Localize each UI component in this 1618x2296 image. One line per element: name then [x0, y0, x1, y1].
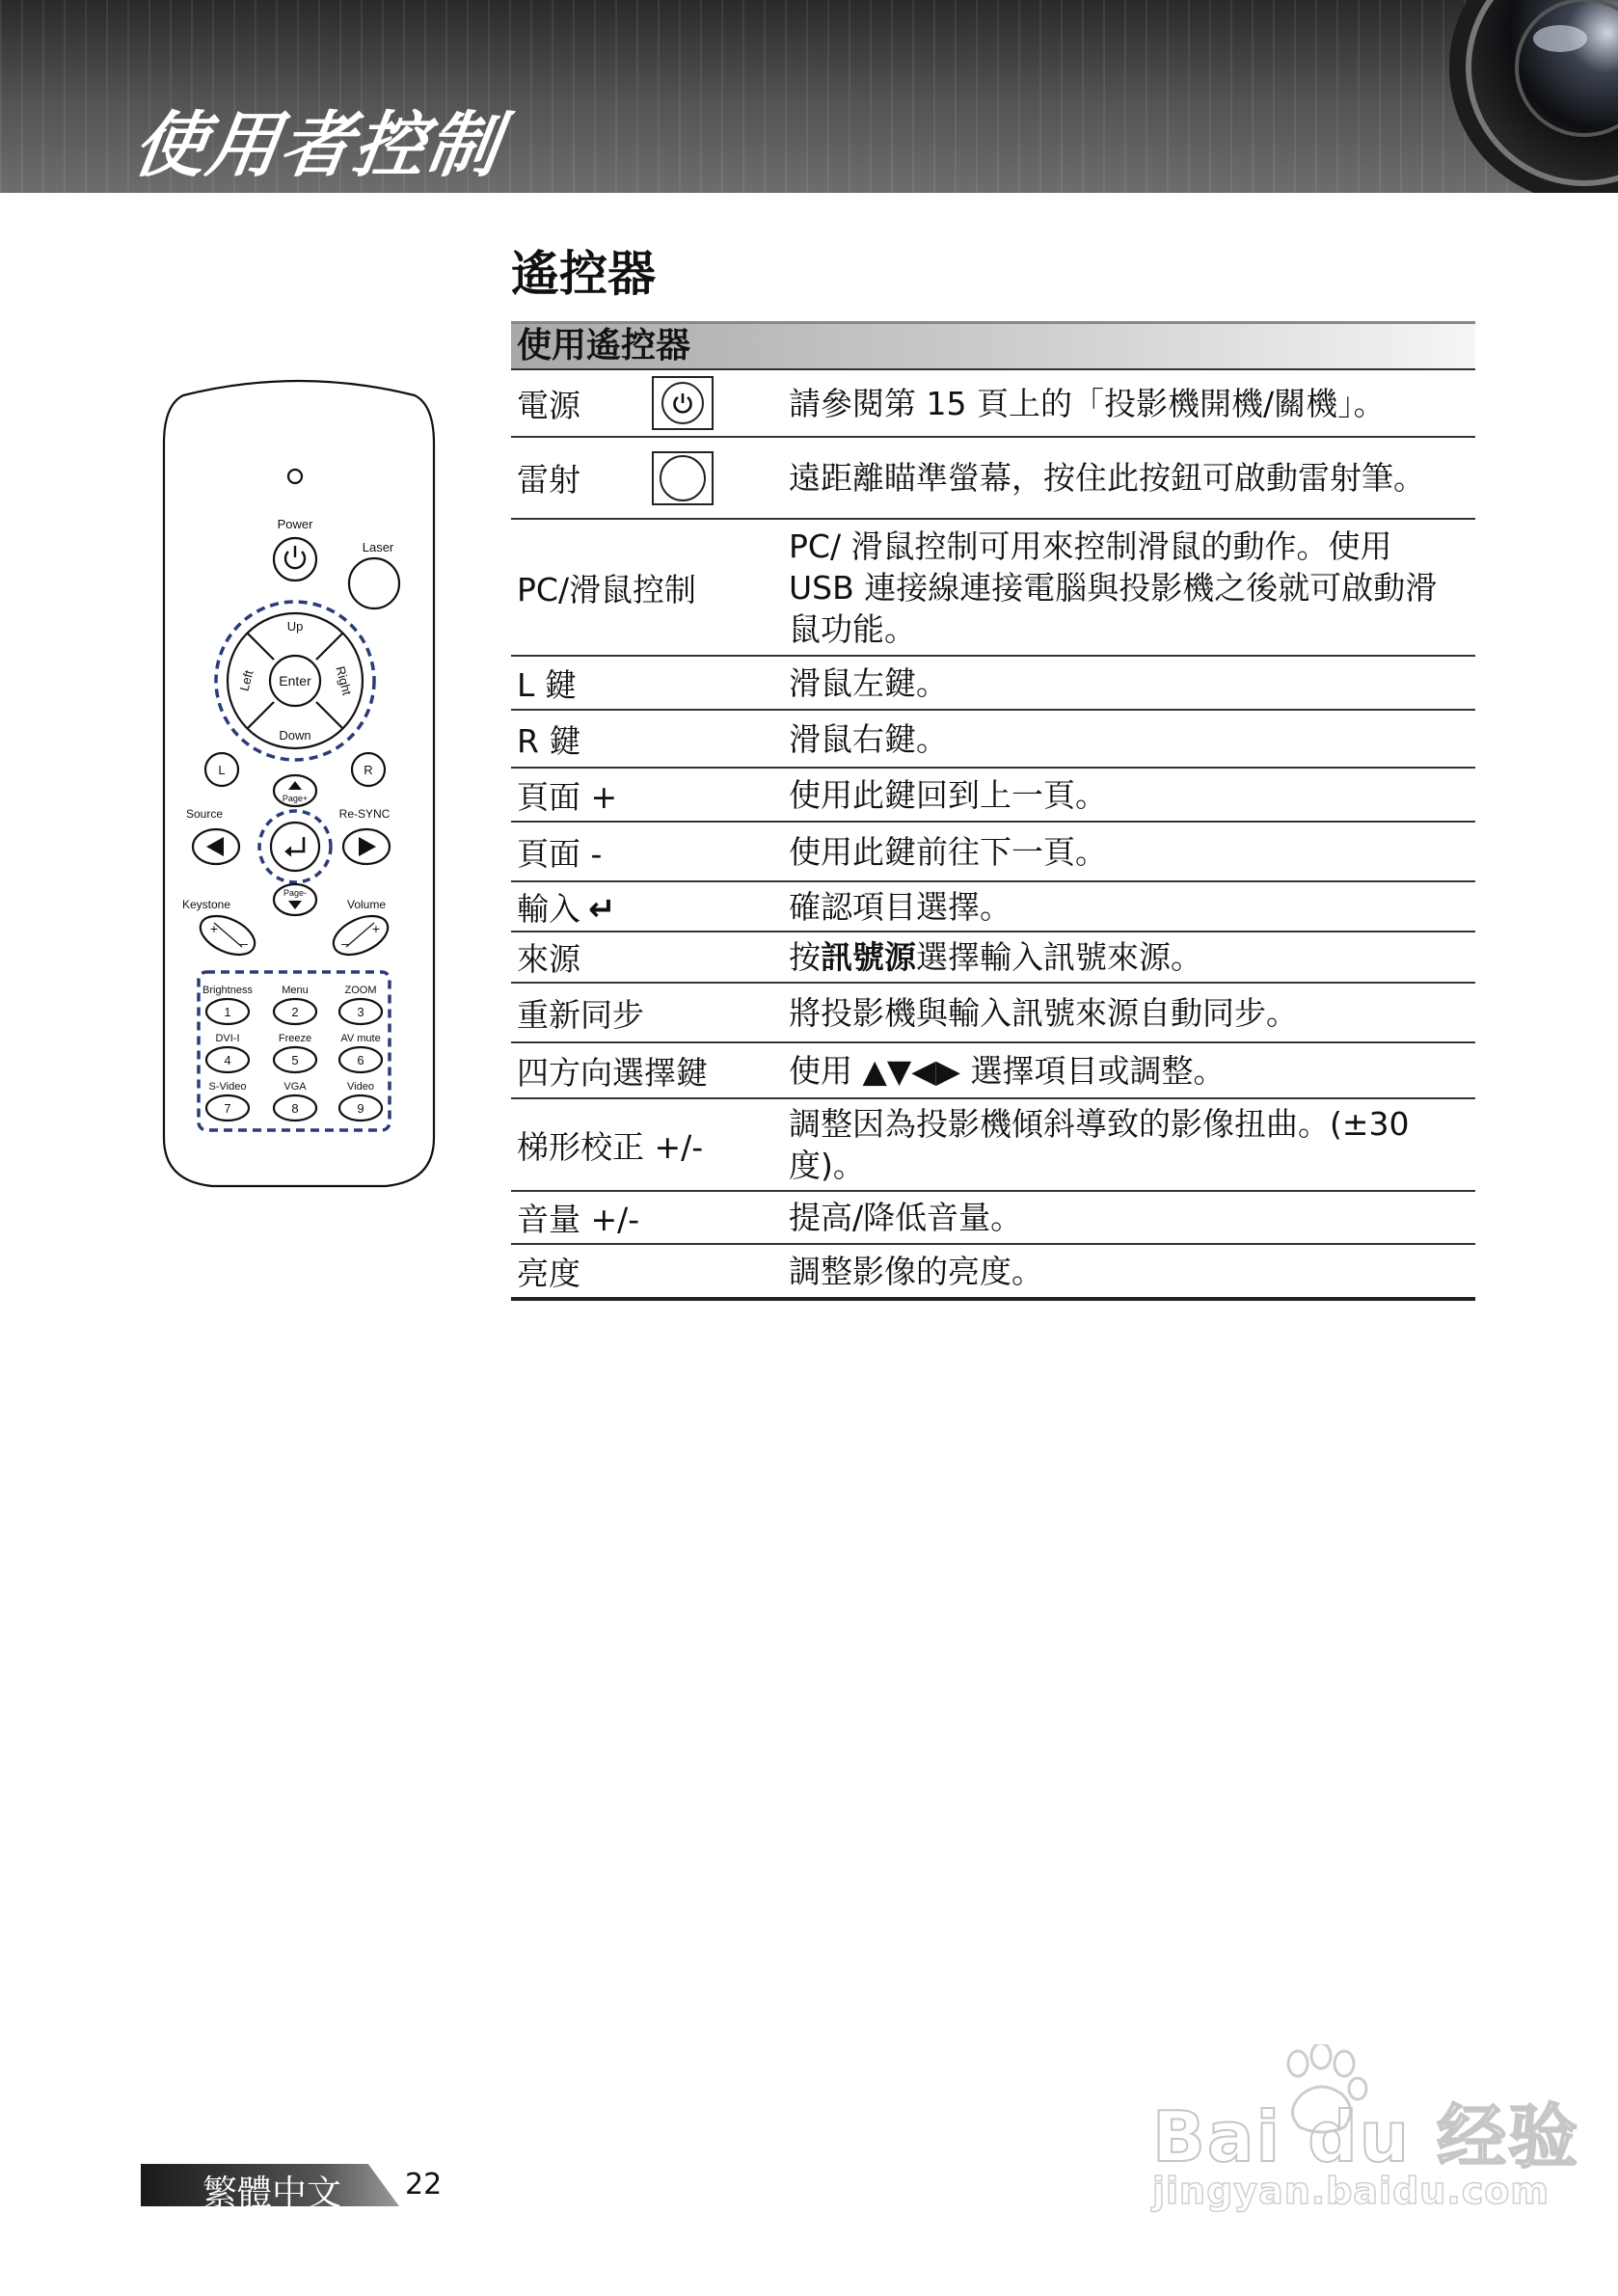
row-desc-prefix: 按	[789, 938, 821, 976]
row-desc: 調整因為投影機傾斜導致的影像扭曲。(±30 度)。	[789, 1105, 1410, 1184]
row-desc-bold: 訊號源	[821, 938, 916, 976]
row-label: 頁面 +	[517, 777, 618, 816]
row-desc-suffix: 選擇輸入訊號來源。	[916, 938, 1202, 976]
keypad-key-number: 5	[291, 1053, 299, 1067]
l-label: L	[218, 763, 226, 777]
row-desc: 使用 ▲▼◀▶ 選擇項目或調整。	[789, 1051, 1226, 1090]
keypad-key-label: Freeze	[278, 1033, 312, 1044]
row-desc: 遠距離瞄準螢幕，按住此按鈕可啟動雷射筆。	[789, 459, 1425, 497]
row-label: L 鍵	[517, 665, 577, 704]
table-row	[511, 932, 1475, 984]
row-desc: PC/ 滑鼠控制可用來控制滑鼠的動作。使用 USB 連接線連接電腦與投影機之後就可啟動滑鼠功能。	[789, 527, 1438, 648]
power-icon	[652, 376, 714, 430]
led-indicator	[288, 470, 302, 483]
up-button[interactable]: Up	[286, 619, 304, 634]
table-row	[511, 1043, 1475, 1099]
down-button[interactable]: Down	[279, 728, 311, 743]
table-row	[511, 984, 1475, 1043]
row-label: R 鍵	[517, 721, 581, 760]
page-title: 使用者控制	[128, 104, 507, 187]
table-heading: 使用遙控器	[511, 321, 1475, 370]
row-desc: 調整影像的亮度。	[789, 1252, 1043, 1290]
remote-control-illustration	[154, 376, 444, 1196]
watermark-brand: Bai du 经验	[1152, 2096, 1580, 2177]
keystone-minus: –	[240, 935, 248, 951]
keypad-key-label: ZOOM	[344, 985, 377, 996]
laser-label: Laser	[362, 540, 394, 554]
laser-button-icon	[652, 451, 714, 505]
row-desc: 將投影機與輸入訊號來源自動同步。	[789, 993, 1298, 1032]
table-row	[511, 1245, 1475, 1301]
page-number: 22	[405, 2168, 443, 2201]
row-label: 雷射	[517, 461, 580, 499]
keystone-rocker[interactable]	[195, 908, 261, 962]
keypad-key-number: 9	[357, 1101, 364, 1116]
enter-key-button[interactable]	[271, 823, 319, 871]
left-button[interactable]: Left	[236, 668, 256, 693]
keypad-key-label: AV mute	[340, 1033, 381, 1044]
number-keypad	[202, 985, 382, 1121]
enter-label: Enter	[279, 673, 311, 689]
row-desc: 使用此鍵回到上一頁。	[789, 775, 1107, 814]
volume-rocker[interactable]	[328, 908, 394, 962]
row-label: 重新同步	[517, 995, 644, 1034]
row-label: 四方向選擇鍵	[517, 1053, 708, 1092]
row-label: 輸入	[517, 889, 580, 928]
table-row	[511, 657, 1475, 711]
keypad-key-number: 4	[224, 1053, 231, 1067]
keypad-key-label: DVI-I	[215, 1033, 240, 1044]
section-title: 遙控器	[511, 246, 656, 302]
keypad-key-number: 8	[291, 1101, 299, 1116]
row-label: 亮度	[517, 1254, 580, 1292]
enter-icon: ↵	[588, 889, 616, 929]
keystone-label: Keystone	[181, 898, 231, 911]
page-down-label: Page-	[283, 888, 308, 898]
keypad-key-number: 7	[224, 1101, 231, 1116]
r-label: R	[364, 763, 373, 777]
row-label: 來源	[517, 940, 580, 978]
keypad-key-label: S-Video	[208, 1081, 247, 1093]
row-desc: 滑鼠右鍵。	[789, 719, 948, 758]
laser-button[interactable]	[349, 558, 399, 608]
footer-language: 繁體中文	[202, 2174, 342, 2213]
table-row	[511, 823, 1475, 882]
volume-label: Volume	[346, 898, 387, 911]
page-up-label: Page+	[282, 794, 309, 803]
row-label: 電源	[517, 386, 580, 424]
keypad-key-number: 2	[291, 1005, 299, 1019]
keypad-key-label: Menu	[282, 985, 309, 996]
volume-minus: –	[341, 935, 349, 951]
row-label: 頁面 -	[517, 834, 603, 873]
right-button[interactable]: Right	[333, 664, 355, 697]
row-desc: 提高/降低音量。	[789, 1199, 1023, 1236]
keypad-key-label: Brightness	[202, 985, 253, 996]
keypad-key-label: Video	[347, 1081, 374, 1093]
header-banner	[0, 0, 1618, 193]
table-row	[511, 1099, 1475, 1192]
power-label: Power	[277, 517, 313, 531]
table-row	[511, 520, 1475, 657]
keypad-key-number: 3	[357, 1005, 364, 1019]
keypad-key-label: VGA	[283, 1081, 307, 1093]
row-desc: 確認項目選擇。	[789, 887, 1011, 926]
keypad-key-number: 6	[357, 1053, 364, 1067]
row-label: 音量 +/-	[517, 1201, 640, 1238]
row-label: 梯形校正 +/-	[517, 1127, 704, 1166]
watermark-url: jingyan.baidu.com	[1152, 2170, 1550, 2212]
lens-icon	[1406, 0, 1618, 193]
row-desc: 滑鼠左鍵。	[789, 663, 948, 702]
source-label: Source	[185, 807, 224, 821]
table-row	[511, 711, 1475, 769]
row-label: PC/滑鼠控制	[517, 570, 697, 608]
volume-plus: +	[371, 921, 381, 936]
remote-body	[164, 381, 434, 1186]
table-row	[511, 370, 1475, 438]
table-row	[511, 882, 1475, 932]
power-button[interactable]	[274, 538, 316, 581]
table-row	[511, 769, 1475, 823]
keypad-key-number: 1	[224, 1005, 231, 1019]
resync-label: Re-SYNC	[338, 807, 391, 821]
table-row	[511, 1192, 1475, 1245]
table-row	[511, 438, 1475, 520]
row-desc: 請參閱第 15 頁上的「投影機開機/關機」。	[789, 384, 1386, 422]
row-desc: 使用此鍵前往下一頁。	[789, 832, 1107, 871]
keystone-plus: +	[209, 921, 219, 936]
remote-functions-table	[511, 321, 1475, 1301]
